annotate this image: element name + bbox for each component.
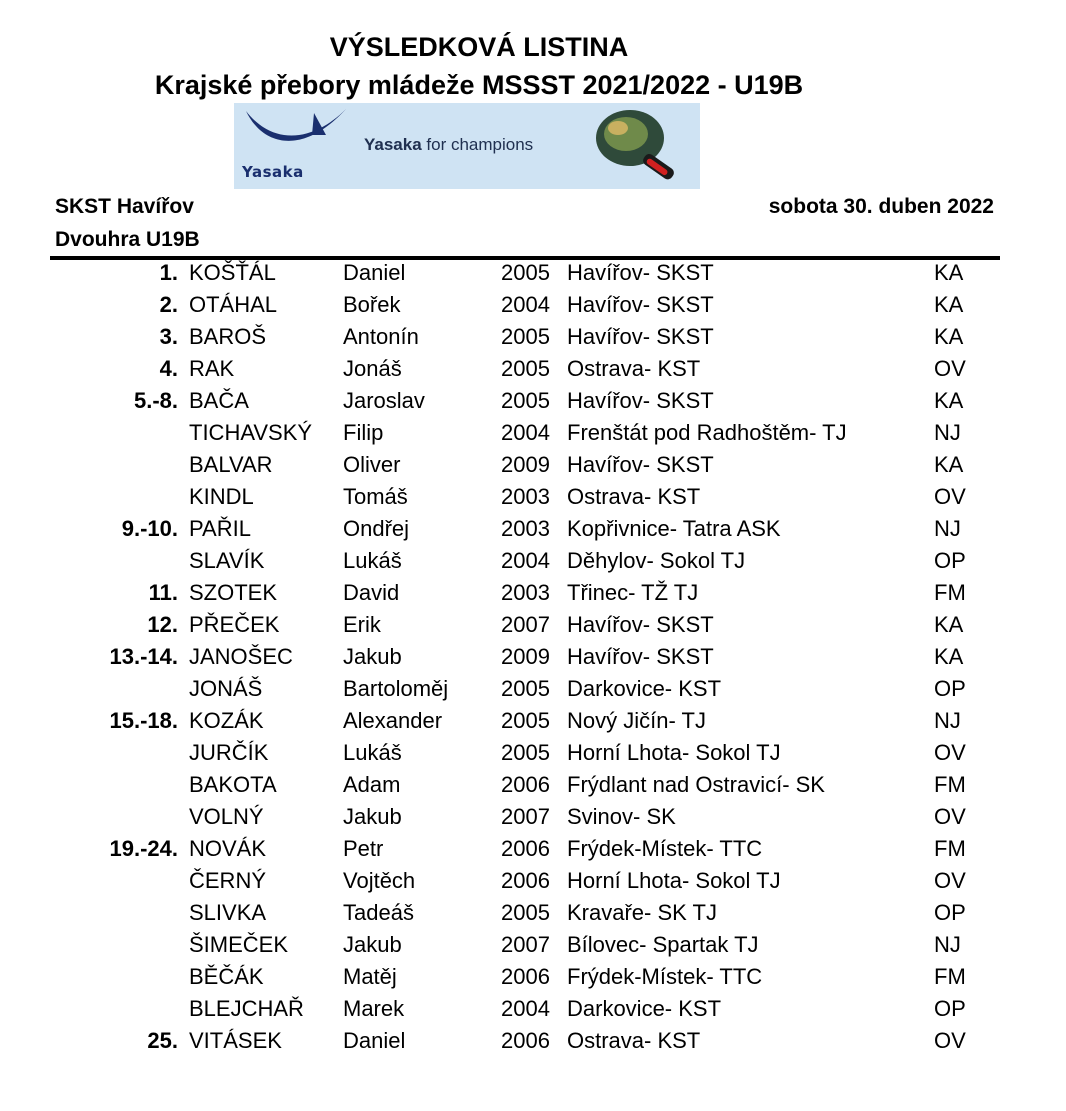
surname-cell: RAK — [189, 356, 235, 381]
birth-year-cell: 2005 — [501, 740, 550, 765]
region-cell: NJ — [934, 420, 961, 445]
surname-cell: SLIVKA — [189, 900, 267, 925]
birth-year-cell: 2005 — [501, 900, 550, 925]
birth-year-cell: 2005 — [501, 324, 550, 349]
firstname-cell: Antonín — [343, 324, 419, 349]
birth-year-cell: 2007 — [501, 804, 550, 829]
surname-cell: PAŘIL — [189, 516, 251, 541]
firstname-cell: Daniel — [343, 1028, 406, 1053]
region-cell: KA — [934, 644, 964, 669]
region-cell: OP — [934, 900, 966, 925]
club-cell: Kopřivnice- Tatra ASK — [567, 516, 781, 541]
event-name: Dvouhra U19B — [55, 228, 200, 251]
firstname-cell: Adam — [343, 772, 401, 797]
birth-year-cell: 2009 — [501, 452, 550, 477]
banner-brand-logo: Yasaka — [242, 163, 304, 181]
birth-year-cell: 2004 — [501, 420, 550, 445]
table-row — [0, 833, 1066, 865]
surname-cell: ČERNÝ — [189, 868, 267, 893]
region-cell: OV — [934, 804, 966, 829]
firstname-cell: Lukáš — [343, 548, 402, 573]
firstname-cell: Erik — [343, 612, 381, 637]
region-cell: OV — [934, 740, 966, 765]
club-cell: Děhylov- Sokol TJ — [567, 548, 746, 573]
rank-cell: 4. — [159, 356, 178, 381]
surname-cell: KINDL — [189, 484, 254, 509]
surname-cell: SLAVÍK — [189, 548, 265, 573]
birth-year-cell: 2003 — [501, 484, 550, 509]
table-row — [0, 929, 1066, 961]
region-cell: OP — [934, 548, 966, 573]
region-cell: OV — [934, 484, 966, 509]
surname-cell: KOŠŤÁL — [189, 260, 276, 285]
rank-cell: 19.-24. — [109, 836, 178, 861]
surname-cell: TICHAVSKÝ — [189, 420, 313, 445]
document-subtitle: Krajské přebory mládeže MSSST 2021/2022 - U19B — [154, 70, 804, 100]
firstname-cell: Daniel — [343, 260, 406, 285]
birth-year-cell: 2004 — [501, 548, 550, 573]
club-cell: Horní Lhota- Sokol TJ — [567, 740, 781, 765]
club-cell: Nový Jičín- TJ — [567, 708, 706, 733]
document-title: VÝSLEDKOVÁ LISTINA — [329, 32, 629, 62]
birth-year-cell: 2006 — [501, 1028, 550, 1053]
firstname-cell: Jonáš — [343, 356, 402, 381]
club-cell: Frýdlant nad Ostravicí- SK — [567, 772, 825, 797]
rank-cell: 9.-10. — [121, 516, 178, 541]
table-row — [0, 609, 1066, 641]
paddle-icon — [590, 106, 690, 186]
organizer-club: SKST Havířov — [55, 195, 194, 218]
club-cell: Havířov- SKST — [567, 452, 714, 477]
table-row — [0, 993, 1066, 1025]
rank-cell: 11. — [148, 580, 178, 605]
rank-cell: 13.-14. — [109, 644, 178, 669]
rank-cell: 5.-8. — [133, 388, 178, 413]
firstname-cell: Oliver — [343, 452, 401, 477]
surname-cell: OTÁHAL — [189, 292, 278, 317]
club-cell: Ostrava- KST — [567, 356, 701, 381]
event-date: sobota 30. duben 2022 — [768, 195, 994, 218]
firstname-cell: Bartoloměj — [343, 676, 449, 701]
birth-year-cell: 2005 — [501, 388, 550, 413]
region-cell: KA — [934, 612, 964, 637]
region-cell: KA — [934, 292, 964, 317]
birth-year-cell: 2006 — [501, 868, 550, 893]
birth-year-cell: 2007 — [501, 612, 550, 637]
club-cell: Třinec- TŽ TJ — [567, 580, 699, 605]
firstname-cell: Matěj — [343, 964, 397, 989]
table-row — [0, 545, 1066, 577]
firstname-cell: Jakub — [343, 644, 402, 669]
surname-cell: SZOTEK — [189, 580, 278, 605]
region-cell: OP — [934, 676, 966, 701]
table-row — [0, 289, 1066, 321]
surname-cell: BĚČÁK — [189, 964, 264, 989]
table-row — [0, 673, 1066, 705]
surname-cell: BALVAR — [189, 452, 273, 477]
club-cell: Frenštát pod Radhoštěm- TJ — [567, 420, 847, 445]
club-cell: Frýdek-Místek- TTC — [567, 964, 763, 989]
rank-cell: 3. — [159, 324, 178, 349]
birth-year-cell: 2005 — [501, 708, 550, 733]
sponsor-banner — [234, 103, 700, 189]
surname-cell: ŠIMEČEK — [189, 932, 289, 957]
table-row — [0, 801, 1066, 833]
firstname-cell: David — [343, 580, 400, 605]
club-cell: Bílovec- Spartak TJ — [567, 932, 759, 957]
firstname-cell: Vojtěch — [343, 868, 416, 893]
region-cell: OV — [934, 1028, 966, 1053]
firstname-cell: Marek — [343, 996, 405, 1021]
region-cell: FM — [934, 964, 966, 989]
table-row — [0, 417, 1066, 449]
surname-cell: VITÁSEK — [189, 1028, 282, 1053]
rank-cell: 25. — [147, 1028, 178, 1053]
surname-cell: BAČA — [189, 388, 249, 413]
swoosh-logo-icon — [242, 105, 352, 165]
surname-cell: PŘEČEK — [189, 612, 280, 637]
region-cell: KA — [934, 452, 964, 477]
birth-year-cell: 2006 — [501, 964, 550, 989]
birth-year-cell: 2005 — [501, 676, 550, 701]
birth-year-cell: 2004 — [501, 292, 550, 317]
table-row — [0, 481, 1066, 513]
table-row — [0, 865, 1066, 897]
firstname-cell: Jakub — [343, 932, 402, 957]
club-cell: Darkovice- KST — [567, 996, 722, 1021]
club-cell: Svinov- SK — [567, 804, 676, 829]
birth-year-cell: 2009 — [501, 644, 550, 669]
region-cell: OV — [934, 868, 966, 893]
firstname-cell: Ondřej — [343, 516, 410, 541]
region-cell: OV — [934, 356, 966, 381]
firstname-cell: Tadeáš — [343, 900, 414, 925]
club-cell: Havířov- SKST — [567, 292, 714, 317]
table-row — [0, 321, 1066, 353]
club-cell: Havířov- SKST — [567, 388, 714, 413]
region-cell: KA — [934, 388, 964, 413]
table-row — [0, 769, 1066, 801]
table-row — [0, 257, 1066, 289]
birth-year-cell: 2005 — [501, 260, 550, 285]
rank-cell: 1. — [159, 260, 178, 285]
firstname-cell: Jakub — [343, 804, 402, 829]
firstname-cell: Tomáš — [343, 484, 408, 509]
club-cell: Havířov- SKST — [567, 260, 714, 285]
table-row — [0, 385, 1066, 417]
table-row — [0, 513, 1066, 545]
surname-cell: JONÁŠ — [189, 676, 263, 701]
firstname-cell: Petr — [343, 836, 384, 861]
table-row — [0, 737, 1066, 769]
birth-year-cell: 2005 — [501, 356, 550, 381]
club-cell: Havířov- SKST — [567, 324, 714, 349]
club-cell: Horní Lhota- Sokol TJ — [567, 868, 781, 893]
region-cell: FM — [934, 580, 966, 605]
rank-cell: 15.-18. — [109, 708, 178, 733]
surname-cell: KOZÁK — [189, 708, 264, 733]
region-cell: NJ — [934, 708, 961, 733]
firstname-cell: Alexander — [343, 708, 443, 733]
region-cell: OP — [934, 996, 966, 1021]
table-row — [0, 897, 1066, 929]
club-cell: Havířov- SKST — [567, 612, 714, 637]
region-cell: FM — [934, 772, 966, 797]
surname-cell: JANOŠEC — [189, 644, 293, 669]
birth-year-cell: 2007 — [501, 932, 550, 957]
table-row — [0, 449, 1066, 481]
firstname-cell: Filip — [343, 420, 384, 445]
rank-cell: 12. — [147, 612, 178, 637]
table-row — [0, 353, 1066, 385]
table-row — [0, 961, 1066, 993]
table-row — [0, 1025, 1066, 1057]
region-cell: KA — [934, 260, 964, 285]
surname-cell: NOVÁK — [189, 836, 267, 861]
birth-year-cell: 2003 — [501, 580, 550, 605]
surname-cell: JURČÍK — [189, 740, 269, 765]
birth-year-cell: 2003 — [501, 516, 550, 541]
rank-cell: 2. — [159, 292, 178, 317]
birth-year-cell: 2004 — [501, 996, 550, 1021]
region-cell: KA — [934, 324, 964, 349]
club-cell: Ostrava- KST — [567, 1028, 701, 1053]
firstname-cell: Lukáš — [343, 740, 402, 765]
surname-cell: VOLNÝ — [189, 804, 264, 829]
club-cell: Darkovice- KST — [567, 676, 722, 701]
table-row — [0, 577, 1066, 609]
birth-year-cell: 2006 — [501, 772, 550, 797]
club-cell: Ostrava- KST — [567, 484, 701, 509]
surname-cell: BAKOTA — [189, 772, 277, 797]
region-cell: FM — [934, 836, 966, 861]
table-row — [0, 705, 1066, 737]
birth-year-cell: 2006 — [501, 836, 550, 861]
region-cell: NJ — [934, 932, 961, 957]
club-cell: Havířov- SKST — [567, 644, 714, 669]
surname-cell: BAROŠ — [189, 324, 267, 349]
surname-cell: BLEJCHAŘ — [189, 996, 304, 1021]
firstname-cell: Jaroslav — [343, 388, 425, 413]
region-cell: NJ — [934, 516, 961, 541]
club-cell: Kravaře- SK TJ — [567, 900, 717, 925]
firstname-cell: Bořek — [343, 292, 401, 317]
banner-slogan: Yasaka for champions — [364, 135, 534, 154]
club-cell: Frýdek-Místek- TTC — [567, 836, 763, 861]
table-row — [0, 641, 1066, 673]
